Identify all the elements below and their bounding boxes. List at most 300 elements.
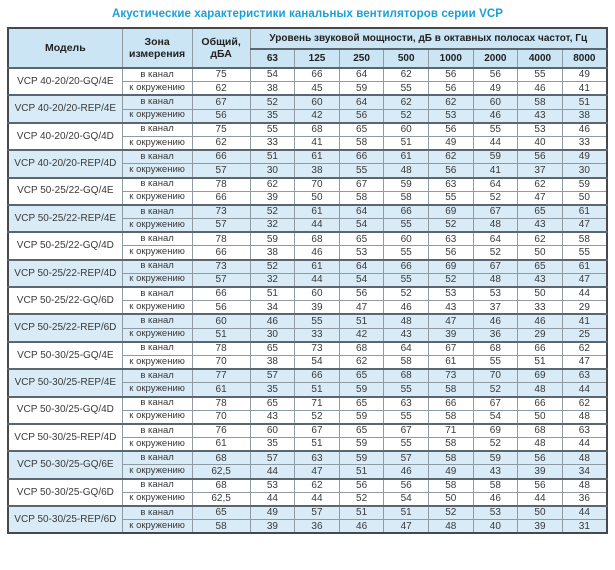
table-row <box>8 451 607 465</box>
band-level-cell: 56 <box>339 109 384 123</box>
model-cell: VCP 50-30/25-GQ/4D <box>8 397 122 424</box>
band-level-cell: 42 <box>295 109 340 123</box>
band-level-cell: 62 <box>428 95 473 109</box>
band-level-cell: 52 <box>295 410 340 424</box>
band-level-cell: 33 <box>295 328 340 342</box>
band-level-cell: 63 <box>384 397 429 411</box>
freq-header-63: 63 <box>250 49 295 68</box>
band-level-cell: 57 <box>250 369 295 383</box>
band-level-cell: 66 <box>384 205 429 219</box>
band-level-cell: 46 <box>384 301 429 315</box>
band-level-cell: 48 <box>518 383 563 397</box>
band-level-cell: 37 <box>518 164 563 178</box>
band-level-cell: 54 <box>473 410 518 424</box>
band-level-cell: 41 <box>473 164 518 178</box>
band-level-cell: 51 <box>518 355 563 369</box>
band-level-cell: 46 <box>562 123 607 137</box>
band-level-cell: 52 <box>473 191 518 205</box>
band-level-cell: 53 <box>473 287 518 301</box>
model-cell: VCP 50-30/25-GQ/6E <box>8 451 122 478</box>
band-level-cell: 67 <box>428 342 473 356</box>
band-level-cell: 63 <box>295 451 340 465</box>
band-level-cell: 43 <box>518 109 563 123</box>
band-level-cell: 58 <box>428 438 473 452</box>
band-level-cell: 55 <box>384 383 429 397</box>
freq-header-4000: 4000 <box>518 49 563 68</box>
band-level-cell: 47 <box>562 355 607 369</box>
band-level-cell: 64 <box>339 260 384 274</box>
band-level-cell: 55 <box>562 246 607 260</box>
band-level-cell: 48 <box>562 451 607 465</box>
freq-header-125: 125 <box>295 49 340 68</box>
zone-cell: в канал <box>122 451 192 465</box>
band-level-cell: 67 <box>384 424 429 438</box>
total-dba-cell: 57 <box>192 219 250 233</box>
band-level-cell: 50 <box>428 492 473 506</box>
total-dba-cell: 60 <box>192 314 250 328</box>
band-level-cell: 49 <box>473 82 518 96</box>
band-level-cell: 67 <box>473 397 518 411</box>
total-dba-cell: 67 <box>192 95 250 109</box>
band-level-cell: 52 <box>428 273 473 287</box>
page-title: Акустические характеристики канальных вентиляторов серии VCP <box>111 8 504 20</box>
model-cell: VCP 50-25/22-GQ/4D <box>8 232 122 259</box>
band-level-cell: 53 <box>428 109 473 123</box>
zone-cell: в канал <box>122 232 192 246</box>
table-row <box>8 506 607 520</box>
band-level-cell: 38 <box>250 82 295 96</box>
band-level-cell: 44 <box>562 383 607 397</box>
band-level-cell: 58 <box>428 451 473 465</box>
band-level-cell: 56 <box>428 164 473 178</box>
table-row <box>8 260 607 274</box>
band-level-cell: 47 <box>339 301 384 315</box>
zone-cell: к окружению <box>122 273 192 287</box>
band-level-cell: 48 <box>428 520 473 534</box>
band-level-cell: 33 <box>562 136 607 150</box>
band-level-cell: 56 <box>428 68 473 82</box>
band-level-cell: 60 <box>295 287 340 301</box>
total-dba-cell: 57 <box>192 273 250 287</box>
band-level-cell: 50 <box>295 191 340 205</box>
band-level-cell: 62 <box>384 95 429 109</box>
band-level-cell: 50 <box>518 287 563 301</box>
header-row-top <box>8 28 607 49</box>
band-level-cell: 32 <box>250 219 295 233</box>
band-level-cell: 46 <box>473 314 518 328</box>
band-level-cell: 55 <box>473 123 518 137</box>
band-level-cell: 70 <box>295 178 340 192</box>
zone-cell: к окружению <box>122 465 192 479</box>
band-level-cell: 55 <box>295 314 340 328</box>
total-dba-cell: 57 <box>192 164 250 178</box>
band-level-cell: 67 <box>473 205 518 219</box>
model-cell: VCP 50-25/22-REP/4E <box>8 205 122 232</box>
band-level-cell: 55 <box>473 355 518 369</box>
band-level-cell: 62 <box>339 355 384 369</box>
band-level-cell: 29 <box>518 328 563 342</box>
band-level-cell: 59 <box>473 150 518 164</box>
col-header-band-group: Уровень звуковой мощности, дБ в октавных полосах частот, Гц <box>250 28 607 49</box>
zone-cell: к окружению <box>122 82 192 96</box>
band-level-cell: 55 <box>384 82 429 96</box>
band-level-cell: 39 <box>518 465 563 479</box>
band-level-cell: 39 <box>518 520 563 534</box>
band-level-cell: 68 <box>518 424 563 438</box>
band-level-cell: 61 <box>384 150 429 164</box>
table-row <box>8 342 607 356</box>
band-level-cell: 30 <box>562 164 607 178</box>
band-level-cell: 54 <box>339 273 384 287</box>
total-dba-cell: 75 <box>192 123 250 137</box>
band-level-cell: 55 <box>384 273 429 287</box>
acoustic-characteristics-table <box>7 27 608 534</box>
band-level-cell: 53 <box>250 479 295 493</box>
zone-cell: к окружению <box>122 164 192 178</box>
band-level-cell: 71 <box>428 424 473 438</box>
model-cell: VCP 50-30/25-REP/6D <box>8 506 122 533</box>
band-level-cell: 67 <box>339 178 384 192</box>
band-level-cell: 58 <box>562 232 607 246</box>
band-level-cell: 68 <box>295 123 340 137</box>
total-dba-cell: 73 <box>192 260 250 274</box>
table-row <box>8 150 607 164</box>
band-level-cell: 54 <box>295 355 340 369</box>
band-level-cell: 44 <box>562 438 607 452</box>
total-dba-cell: 66 <box>192 287 250 301</box>
model-cell: VCP 40-20/20-REP/4E <box>8 95 122 122</box>
band-level-cell: 39 <box>295 301 340 315</box>
band-level-cell: 69 <box>473 424 518 438</box>
band-level-cell: 38 <box>295 164 340 178</box>
table-header <box>8 28 607 68</box>
total-dba-cell: 70 <box>192 410 250 424</box>
table-row <box>8 95 607 109</box>
zone-cell: к окружению <box>122 246 192 260</box>
band-level-cell: 38 <box>250 246 295 260</box>
total-dba-cell: 73 <box>192 205 250 219</box>
band-level-cell: 73 <box>428 369 473 383</box>
band-level-cell: 49 <box>428 465 473 479</box>
band-level-cell: 51 <box>250 287 295 301</box>
band-level-cell: 36 <box>473 328 518 342</box>
band-level-cell: 65 <box>518 260 563 274</box>
band-level-cell: 59 <box>473 451 518 465</box>
total-dba-cell: 78 <box>192 342 250 356</box>
table-row <box>8 424 607 438</box>
zone-cell: в канал <box>122 68 192 82</box>
band-level-cell: 65 <box>250 397 295 411</box>
band-level-cell: 47 <box>295 465 340 479</box>
band-level-cell: 47 <box>518 191 563 205</box>
zone-cell: к окружению <box>122 355 192 369</box>
band-level-cell: 68 <box>295 232 340 246</box>
band-level-cell: 65 <box>339 397 384 411</box>
band-level-cell: 34 <box>250 301 295 315</box>
col-header-total-dba: Общий, дБА <box>192 28 250 68</box>
band-level-cell: 60 <box>384 232 429 246</box>
band-level-cell: 51 <box>562 95 607 109</box>
band-level-cell: 43 <box>518 273 563 287</box>
band-level-cell: 51 <box>250 150 295 164</box>
zone-cell: в канал <box>122 123 192 137</box>
band-level-cell: 61 <box>562 260 607 274</box>
band-level-cell: 71 <box>295 397 340 411</box>
band-level-cell: 48 <box>518 438 563 452</box>
table-row <box>8 123 607 137</box>
band-level-cell: 43 <box>428 301 473 315</box>
band-level-cell: 49 <box>562 68 607 82</box>
band-level-cell: 58 <box>384 355 429 369</box>
band-level-cell: 65 <box>339 123 384 137</box>
total-dba-cell: 78 <box>192 232 250 246</box>
band-level-cell: 53 <box>428 287 473 301</box>
band-level-cell: 66 <box>339 150 384 164</box>
band-level-cell: 55 <box>384 438 429 452</box>
zone-cell: в канал <box>122 287 192 301</box>
band-level-cell: 59 <box>339 451 384 465</box>
band-level-cell: 33 <box>250 136 295 150</box>
total-dba-cell: 70 <box>192 355 250 369</box>
zone-cell: в канал <box>122 342 192 356</box>
band-level-cell: 61 <box>562 205 607 219</box>
band-level-cell: 55 <box>384 410 429 424</box>
band-level-cell: 61 <box>295 150 340 164</box>
band-level-cell: 44 <box>473 136 518 150</box>
model-cell: VCP 50-25/22-REP/6D <box>8 314 122 341</box>
band-level-cell: 50 <box>518 410 563 424</box>
band-level-cell: 62 <box>295 479 340 493</box>
band-level-cell: 55 <box>250 123 295 137</box>
total-dba-cell: 62,5 <box>192 492 250 506</box>
band-level-cell: 56 <box>518 150 563 164</box>
zone-cell: в канал <box>122 369 192 383</box>
band-level-cell: 63 <box>562 369 607 383</box>
band-level-cell: 31 <box>562 520 607 534</box>
band-level-cell: 67 <box>473 260 518 274</box>
band-level-cell: 39 <box>250 191 295 205</box>
freq-header-8000: 8000 <box>562 49 607 68</box>
band-level-cell: 51 <box>384 506 429 520</box>
band-level-cell: 58 <box>339 136 384 150</box>
total-dba-cell: 78 <box>192 397 250 411</box>
band-level-cell: 38 <box>562 109 607 123</box>
band-level-cell: 59 <box>562 178 607 192</box>
zone-cell: к окружению <box>122 520 192 534</box>
table-row <box>8 397 607 411</box>
model-cell: VCP 50-30/25-REP/4D <box>8 424 122 451</box>
table-row <box>8 479 607 493</box>
band-level-cell: 46 <box>384 465 429 479</box>
table-row <box>8 314 607 328</box>
band-level-cell: 52 <box>473 383 518 397</box>
band-level-cell: 53 <box>339 246 384 260</box>
band-level-cell: 36 <box>295 520 340 534</box>
band-level-cell: 59 <box>384 178 429 192</box>
band-level-cell: 61 <box>295 205 340 219</box>
band-level-cell: 69 <box>428 205 473 219</box>
band-level-cell: 59 <box>339 383 384 397</box>
band-level-cell: 66 <box>295 68 340 82</box>
band-level-cell: 58 <box>428 410 473 424</box>
band-level-cell: 39 <box>428 328 473 342</box>
total-dba-cell: 75 <box>192 68 250 82</box>
band-level-cell: 51 <box>339 314 384 328</box>
band-level-cell: 37 <box>473 301 518 315</box>
band-level-cell: 38 <box>250 355 295 369</box>
total-dba-cell: 62 <box>192 82 250 96</box>
freq-header-500: 500 <box>384 49 429 68</box>
band-level-cell: 46 <box>473 492 518 506</box>
zone-cell: к окружению <box>122 109 192 123</box>
freq-header-250: 250 <box>339 49 384 68</box>
model-cell: VCP 50-25/22-GQ/6D <box>8 287 122 314</box>
band-level-cell: 50 <box>518 506 563 520</box>
table-row <box>8 178 607 192</box>
total-dba-cell: 66 <box>192 191 250 205</box>
band-level-cell: 64 <box>473 232 518 246</box>
band-level-cell: 64 <box>384 342 429 356</box>
band-level-cell: 43 <box>518 219 563 233</box>
band-level-cell: 35 <box>250 109 295 123</box>
band-level-cell: 54 <box>250 68 295 82</box>
band-level-cell: 64 <box>473 178 518 192</box>
freq-header-2000: 2000 <box>473 49 518 68</box>
total-dba-cell: 62,5 <box>192 465 250 479</box>
model-cell: VCP 50-25/22-REP/4D <box>8 260 122 287</box>
zone-cell: к окружению <box>122 191 192 205</box>
band-level-cell: 56 <box>473 68 518 82</box>
band-level-cell: 56 <box>384 479 429 493</box>
band-level-cell: 48 <box>384 314 429 328</box>
total-dba-cell: 56 <box>192 109 250 123</box>
band-level-cell: 55 <box>339 164 384 178</box>
band-level-cell: 48 <box>473 219 518 233</box>
band-level-cell: 60 <box>473 95 518 109</box>
band-level-cell: 48 <box>473 273 518 287</box>
band-level-cell: 56 <box>428 82 473 96</box>
band-level-cell: 68 <box>339 342 384 356</box>
band-level-cell: 62 <box>428 150 473 164</box>
band-level-cell: 35 <box>250 438 295 452</box>
band-level-cell: 62 <box>250 178 295 192</box>
zone-cell: в канал <box>122 479 192 493</box>
band-level-cell: 41 <box>562 82 607 96</box>
zone-cell: к окружению <box>122 136 192 150</box>
band-level-cell: 63 <box>428 232 473 246</box>
band-level-cell: 52 <box>473 246 518 260</box>
band-level-cell: 53 <box>518 123 563 137</box>
model-cell: VCP 40-20/20-GQ/4D <box>8 123 122 150</box>
band-level-cell: 52 <box>384 287 429 301</box>
band-level-cell: 30 <box>250 164 295 178</box>
model-cell: VCP 50-30/25-GQ/4E <box>8 342 122 369</box>
band-level-cell: 51 <box>339 465 384 479</box>
band-level-cell: 52 <box>250 260 295 274</box>
zone-cell: к окружению <box>122 328 192 342</box>
band-level-cell: 35 <box>250 383 295 397</box>
band-level-cell: 44 <box>295 273 340 287</box>
total-dba-cell: 66 <box>192 150 250 164</box>
band-level-cell: 56 <box>339 287 384 301</box>
band-level-cell: 50 <box>518 246 563 260</box>
band-level-cell: 55 <box>384 219 429 233</box>
band-level-cell: 46 <box>518 82 563 96</box>
band-level-cell: 47 <box>562 219 607 233</box>
zone-cell: к окружению <box>122 492 192 506</box>
band-level-cell: 64 <box>339 95 384 109</box>
zone-cell: в канал <box>122 178 192 192</box>
total-dba-cell: 51 <box>192 328 250 342</box>
band-level-cell: 61 <box>428 355 473 369</box>
band-level-cell: 25 <box>562 328 607 342</box>
band-level-cell: 44 <box>562 506 607 520</box>
band-level-cell: 57 <box>384 451 429 465</box>
table-row <box>8 205 607 219</box>
model-cell: VCP 50-25/22-GQ/4E <box>8 178 122 205</box>
table-row <box>8 287 607 301</box>
band-level-cell: 44 <box>562 287 607 301</box>
band-level-cell: 52 <box>384 109 429 123</box>
band-level-cell: 67 <box>295 424 340 438</box>
zone-cell: в канал <box>122 397 192 411</box>
band-level-cell: 46 <box>518 314 563 328</box>
band-level-cell: 55 <box>518 68 563 82</box>
zone-cell: в канал <box>122 314 192 328</box>
band-level-cell: 51 <box>384 136 429 150</box>
band-level-cell: 70 <box>473 369 518 383</box>
band-level-cell: 61 <box>295 260 340 274</box>
band-level-cell: 39 <box>250 520 295 534</box>
band-level-cell: 58 <box>428 479 473 493</box>
band-level-cell: 52 <box>473 438 518 452</box>
total-dba-cell: 65 <box>192 506 250 520</box>
zone-cell: к окружению <box>122 438 192 452</box>
band-level-cell: 58 <box>428 383 473 397</box>
band-level-cell: 48 <box>562 410 607 424</box>
band-level-cell: 46 <box>250 314 295 328</box>
band-level-cell: 58 <box>518 95 563 109</box>
freq-header-1000: 1000 <box>428 49 473 68</box>
band-level-cell: 43 <box>473 465 518 479</box>
band-level-cell: 65 <box>518 205 563 219</box>
band-level-cell: 29 <box>562 301 607 315</box>
zone-cell: к окружению <box>122 301 192 315</box>
band-level-cell: 62 <box>562 397 607 411</box>
band-level-cell: 55 <box>428 191 473 205</box>
band-level-cell: 49 <box>428 136 473 150</box>
band-level-cell: 51 <box>295 383 340 397</box>
band-level-cell: 52 <box>428 219 473 233</box>
table-row <box>8 68 607 82</box>
zone-cell: в канал <box>122 205 192 219</box>
band-level-cell: 69 <box>428 260 473 274</box>
band-level-cell: 63 <box>562 424 607 438</box>
band-level-cell: 57 <box>250 451 295 465</box>
band-level-cell: 60 <box>250 424 295 438</box>
total-dba-cell: 61 <box>192 383 250 397</box>
total-dba-cell: 68 <box>192 451 250 465</box>
band-level-cell: 54 <box>384 492 429 506</box>
band-level-cell: 52 <box>428 506 473 520</box>
band-level-cell: 47 <box>384 520 429 534</box>
band-level-cell: 56 <box>428 246 473 260</box>
band-level-cell: 43 <box>384 328 429 342</box>
total-dba-cell: 77 <box>192 369 250 383</box>
total-dba-cell: 58 <box>192 520 250 534</box>
band-level-cell: 65 <box>339 424 384 438</box>
band-level-cell: 52 <box>250 205 295 219</box>
